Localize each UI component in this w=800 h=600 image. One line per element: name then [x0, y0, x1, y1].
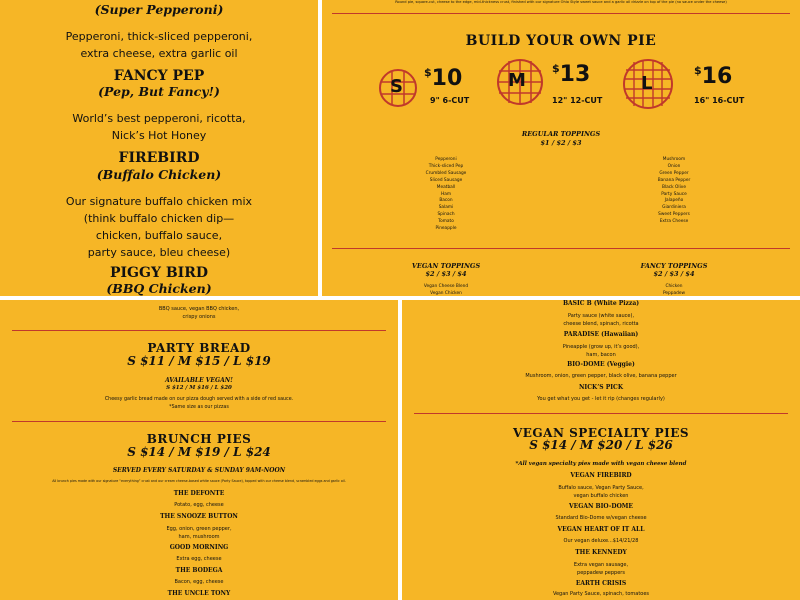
section-title: BUILD YOUR OWN PIE	[465, 33, 657, 49]
dollar-sign: $	[552, 62, 560, 75]
topping-item: Banana Pepper	[657, 177, 691, 183]
topping-item: Vegan Cheese Blend	[423, 284, 469, 289]
item-description	[0, 305, 398, 321]
topping-item: Green Pepper	[659, 170, 689, 176]
item-description	[0, 28, 318, 62]
topping-item: Pepperoni	[435, 157, 457, 162]
item-description: Extra egg, cheese	[176, 556, 222, 562]
desc-line: Our signature buffalo chicken mix	[65, 195, 253, 208]
topping-item: Sliced Sausage	[429, 177, 463, 183]
item-title: THE DEFONTE	[173, 490, 225, 497]
item-title: THE UNCLE TONY	[167, 590, 231, 597]
party-bread-note: *Same size as our pizzas	[169, 405, 229, 410]
topping-item: Extra Cheese	[659, 219, 689, 225]
size-letter: S	[390, 76, 403, 97]
menu-panel-build-your-own	[322, 0, 800, 296]
topping-item: Onion	[667, 163, 681, 169]
dollar-sign: $	[424, 66, 432, 79]
item-title: VEGAN FIREBIRD	[570, 472, 632, 479]
desc-line: Extra vegan sausage,	[573, 562, 629, 568]
divider	[332, 13, 790, 14]
price-value: 16	[701, 64, 733, 89]
topping-item: Spinach	[437, 212, 455, 218]
vegan-pies-note: *All vegan specialty pies made with vegan cheese blend	[515, 461, 687, 467]
size-letter: L	[641, 73, 653, 94]
desc-line: ham, mushroom	[178, 534, 220, 540]
price-value: 13	[559, 62, 591, 87]
item-title: THE SNOOZE BUTTON	[160, 513, 238, 520]
vegan-toppings-prices: $2 / $3 / $4	[425, 270, 467, 278]
topping-item: Crumbled Sausage	[425, 170, 467, 176]
item-description: Vegan Party Sauce, spinach, tomatoes	[552, 591, 650, 597]
topping-list-right	[644, 157, 704, 226]
brunch-pies-prices: S $14 / M $19 / L $24	[127, 445, 271, 459]
topping-item: Tomato	[438, 219, 454, 225]
item-title: NICK’S PICK	[578, 384, 624, 391]
size-price	[552, 62, 590, 87]
desc-line: BBQ sauce, vegan BBQ chicken,	[158, 306, 240, 312]
item-description: Standard Bio-Dome w/vegan cheese	[555, 515, 647, 521]
item-description: You get what you get - let it rip (changes regularly)	[537, 396, 665, 402]
dollar-sign: $	[694, 64, 702, 77]
price-value: 10	[431, 66, 463, 91]
desc-line: extra cheese, extra garlic oil	[80, 47, 238, 60]
item-title: GOOD MORNING	[169, 544, 229, 551]
menu-panel-specialty	[0, 0, 318, 296]
item-title: VEGAN HEART OF IT ALL	[557, 526, 645, 533]
item-description: Mushroom, onion, green pepper, black olive, banana pepper	[525, 373, 677, 379]
item-description: Bacon, egg, cheese	[174, 579, 224, 585]
divider	[12, 330, 386, 331]
size-cut: 12" 12-CUT	[552, 96, 603, 105]
topping-item: Sweet Peppers	[658, 212, 690, 218]
desc-line: party sauce, bleu cheese)	[87, 246, 231, 259]
topping-item: Black Olive	[662, 184, 686, 190]
vegan-pies-title: VEGAN SPECIALTY PIES	[512, 426, 690, 440]
item-description	[0, 110, 318, 144]
item-subtitle: (BBQ Chicken)	[106, 281, 212, 296]
desc-line: Party sauce (white sauce),	[567, 313, 635, 319]
brunch-description: All brunch pies made with our signature “everything” crust and our cream cheese-based white sauce (Party Sauce), topped with our cheese blend, scrambled eggs and garlic oil.	[52, 479, 346, 483]
topping-item: Ham	[440, 191, 452, 197]
desc-line: crispy onions	[182, 314, 216, 320]
size-small	[378, 62, 470, 112]
desc-line: vegan buffalo chicken	[573, 493, 629, 499]
topping-item: Thick-sliced Pep	[428, 163, 464, 169]
brunch-served-note: SERVED EVERY SATURDAY & SUNDAY 9AM-NOON	[112, 467, 286, 474]
fancy-toppings-prices: $2 / $3 / $4	[653, 270, 695, 278]
divider	[12, 421, 386, 422]
item-description	[402, 484, 800, 500]
item-subtitle: (Pep, But Fancy!)	[98, 84, 220, 99]
party-bread-title: PARTY BREAD	[147, 341, 251, 355]
item-description	[402, 561, 800, 577]
party-bread-description: Cheesy garlic bread made on our pizza dough served with a side of red sauce.	[104, 397, 294, 402]
item-description: Potato, egg, cheese	[174, 502, 224, 508]
desc-line: Egg, onion, green pepper,	[166, 526, 232, 532]
fancy-toppings-list	[614, 284, 734, 296]
item-title: VEGAN BIO-DOME	[568, 503, 634, 510]
topping-item: Peppadew	[662, 290, 686, 296]
item-description	[0, 525, 398, 541]
topping-item: Chicken	[665, 284, 683, 289]
desc-line: Nick’s Hot Honey	[111, 129, 207, 142]
size-letter: M	[508, 70, 526, 91]
desc-line: Buffalo sauce, Vegan Party Sauce,	[558, 485, 644, 491]
regular-toppings-prices: $1 / $2 / $3	[540, 139, 582, 147]
fancy-toppings-heading: FANCY TOPPINGS	[640, 262, 708, 270]
desc-line: (think buffalo chicken dip—	[83, 212, 235, 225]
topping-item: Pineapple	[435, 226, 457, 232]
size-price	[694, 64, 732, 89]
desc-line: ham, bacon	[586, 352, 616, 358]
divider	[332, 248, 790, 249]
topping-item: Meatball	[436, 184, 456, 190]
item-title: THE KENNEDY	[575, 549, 627, 556]
topping-list-left	[416, 157, 476, 233]
topping-item: Party Sauce	[661, 191, 687, 197]
item-title: BASIC B (White Pizza)	[562, 300, 640, 307]
regular-toppings-heading: REGULAR TOPPINGS	[521, 130, 601, 138]
topping-item: Bacon	[439, 198, 453, 204]
brunch-pies-title: BRUNCH PIES	[146, 432, 252, 446]
topping-item: Vegan Chicken	[430, 290, 462, 296]
size-large	[622, 58, 772, 114]
item-description	[402, 343, 800, 359]
item-description: Our vegan deluxe...$14/21/28	[563, 538, 639, 544]
vegan-bread-prices: S $12 / M $16 / L $20	[166, 385, 232, 391]
desc-line: chicken, buffalo sauce,	[95, 229, 223, 242]
desc-line: cheese blend, spinach, ricotta	[563, 321, 639, 327]
item-title: FANCY PEP	[113, 68, 205, 84]
menu-panel-bread-brunch	[0, 300, 398, 600]
item-title: PARADISE (Hawaiian)	[563, 331, 639, 338]
menu-panel-specialty-vegan	[402, 300, 800, 600]
divider	[414, 413, 788, 414]
size-medium	[496, 56, 606, 112]
intro-text: Round pie, square-cut, cheese to the edge, mid-thickness crust, finished with our signature Ohio Style sweet sauce and a garlic oil drizzle on top of the pie (no sauce under the cheese)	[395, 0, 727, 4]
size-cut: 9" 6-CUT	[430, 96, 470, 105]
desc-line: peppadew peppers	[577, 570, 625, 576]
item-description	[0, 193, 318, 261]
topping-item: Giardiniera	[662, 205, 686, 211]
topping-item: Jalapeño	[664, 198, 684, 204]
topping-item: Salami	[438, 205, 454, 211]
item-title: THE BODEGA	[175, 567, 223, 574]
item-description	[402, 312, 800, 328]
topping-item: Mushroom	[662, 157, 686, 162]
desc-line: Pineapple (grow up, it’s good),	[562, 344, 640, 350]
item-subtitle: (Super Pepperoni)	[94, 2, 224, 17]
desc-line: World’s best pepperoni, ricotta,	[72, 112, 246, 125]
vegan-available: AVAILABLE VEGAN!	[165, 377, 233, 384]
size-price	[424, 66, 462, 91]
item-title: PIGGY BIRD	[109, 265, 208, 281]
item-title: EARTH CRISIS	[575, 580, 627, 587]
item-title: FIREBIRD	[118, 150, 200, 166]
vegan-toppings-heading: VEGAN TOPPINGS	[411, 262, 481, 270]
size-cut: 16" 16-CUT	[694, 96, 745, 105]
desc-line: Pepperoni, thick-sliced pepperoni,	[65, 30, 253, 43]
party-bread-prices: S $11 / M $15 / L $19	[127, 354, 271, 368]
item-subtitle: (Buffalo Chicken)	[96, 167, 222, 182]
vegan-toppings-list	[386, 284, 506, 296]
vegan-pies-prices: S $14 / M $20 / L $26	[529, 438, 673, 452]
item-title: BIO-DOME (Veggie)	[567, 361, 635, 368]
